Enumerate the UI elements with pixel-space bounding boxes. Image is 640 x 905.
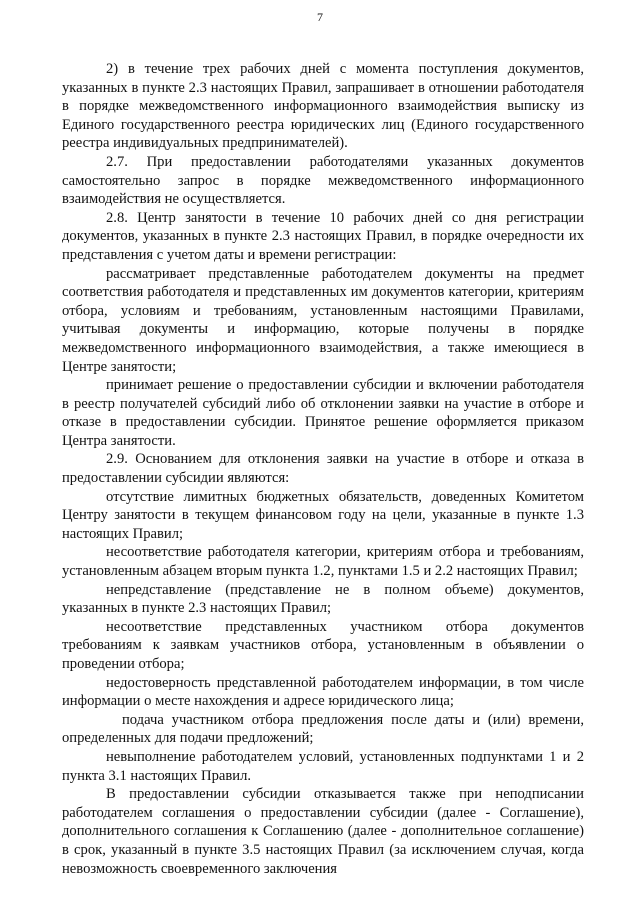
- paragraph-2-9-reason-mismatch: несоответствие работодателя категории, критериям отбора и требованиям, установленным абзацем вторым пункта 1.2, пунктами 1.5 и 2.2 настоящих Правил;: [62, 544, 584, 580]
- paragraph-2-9-reason-late: подача участником отбора предложения после даты и (или) времени, определенных для подачи предложений;: [62, 711, 584, 747]
- paragraph-2-8-decision: принимает решение о предоставлении субсидии и включении работодателя в реестр получателей субсидий либо об отклонении заявки на участие в отборе и отказе в предоставлении субсидии. Принятое решение оформляется приказом Центра занятости.: [62, 377, 584, 449]
- paragraph-2-9: 2.9. Основанием для отклонения заявки на участие в отборе и отказа в предоставлении субсидии являются:: [62, 451, 584, 487]
- paragraph-2-9-reason-conditions: невыполнение работодателем условий, установленных подпунктами 1 и 2 пункта 3.1 настоящих Правил.: [62, 748, 584, 784]
- paragraph-2-7: 2.7. При предоставлении работодателями указанных документов самостоятельно запрос в порядке межведомственного информационного взаимодействия не осуществляется.: [62, 153, 584, 208]
- paragraph-refusal-agreement: В предоставлении субсидии отказывается также при неподписании работодателем соглашения о предоставлении субсидии (далее - Соглашение), дополнительного соглашения к Соглашению (далее - дополнительное соглашение) в срок, указанный в пункте 3.5 настоящих Правил (за исключением случая, когда невозможность своевременного заключения: [62, 786, 584, 877]
- paragraph-2-9-reason-false-info: недостоверность представленной работодателем информации, в том числе информации о месте нахождения и адресе юридического лица;: [62, 674, 584, 710]
- paragraph-2-8-review: рассматривает представленные работодателем документы на предмет соответствия работодателя и представленных им документов категории, критериям отбора, условиям и требованиям, установленным настоящими Правилами, учитывая документы и информацию, которые получены в порядке межведомственного информационного взаимодействия, а также имеющиеся в Центре занятости;: [62, 265, 584, 375]
- document-body: [62, 60, 584, 878]
- paragraph-2-9-reason-requirements: несоответствие представленных участником отбора документов требованиям к заявкам участников отбора, установленным в объявлении о проведении отбора;: [62, 618, 584, 672]
- page-number: 7: [317, 10, 323, 24]
- paragraph-2-9-reason-missing-docs: непредставление (представление не в полном объеме) документов, указанных в пункте 2.3 настоящих Правил;: [62, 581, 584, 617]
- paragraph-2-9-reason-limits: отсутствие лимитных бюджетных обязательств, доведенных Комитетом Центру занятости в текущем финансовом году на цели, указанные в пункте 1.3 настоящих Правил;: [62, 488, 584, 542]
- paragraph-2-8: 2.8. Центр занятости в течение 10 рабочих дней со дня регистрации документов, указанных в пункте 2.3 настоящих Правил, в порядке очередности их представления с учетом даты и времени регистрации:: [62, 209, 584, 263]
- paragraph-2-6-item-2: 2) в течение трех рабочих дней с момента поступления документов, указанных в пункте 2.3 настоящих Правил, запрашивает в отношении работодателя в порядке межведомственного информационного взаимодействия выписку из Единого государственного реестра юридических лиц (Единого государственного реестра индивидуальных предпринимателей).: [62, 61, 584, 152]
